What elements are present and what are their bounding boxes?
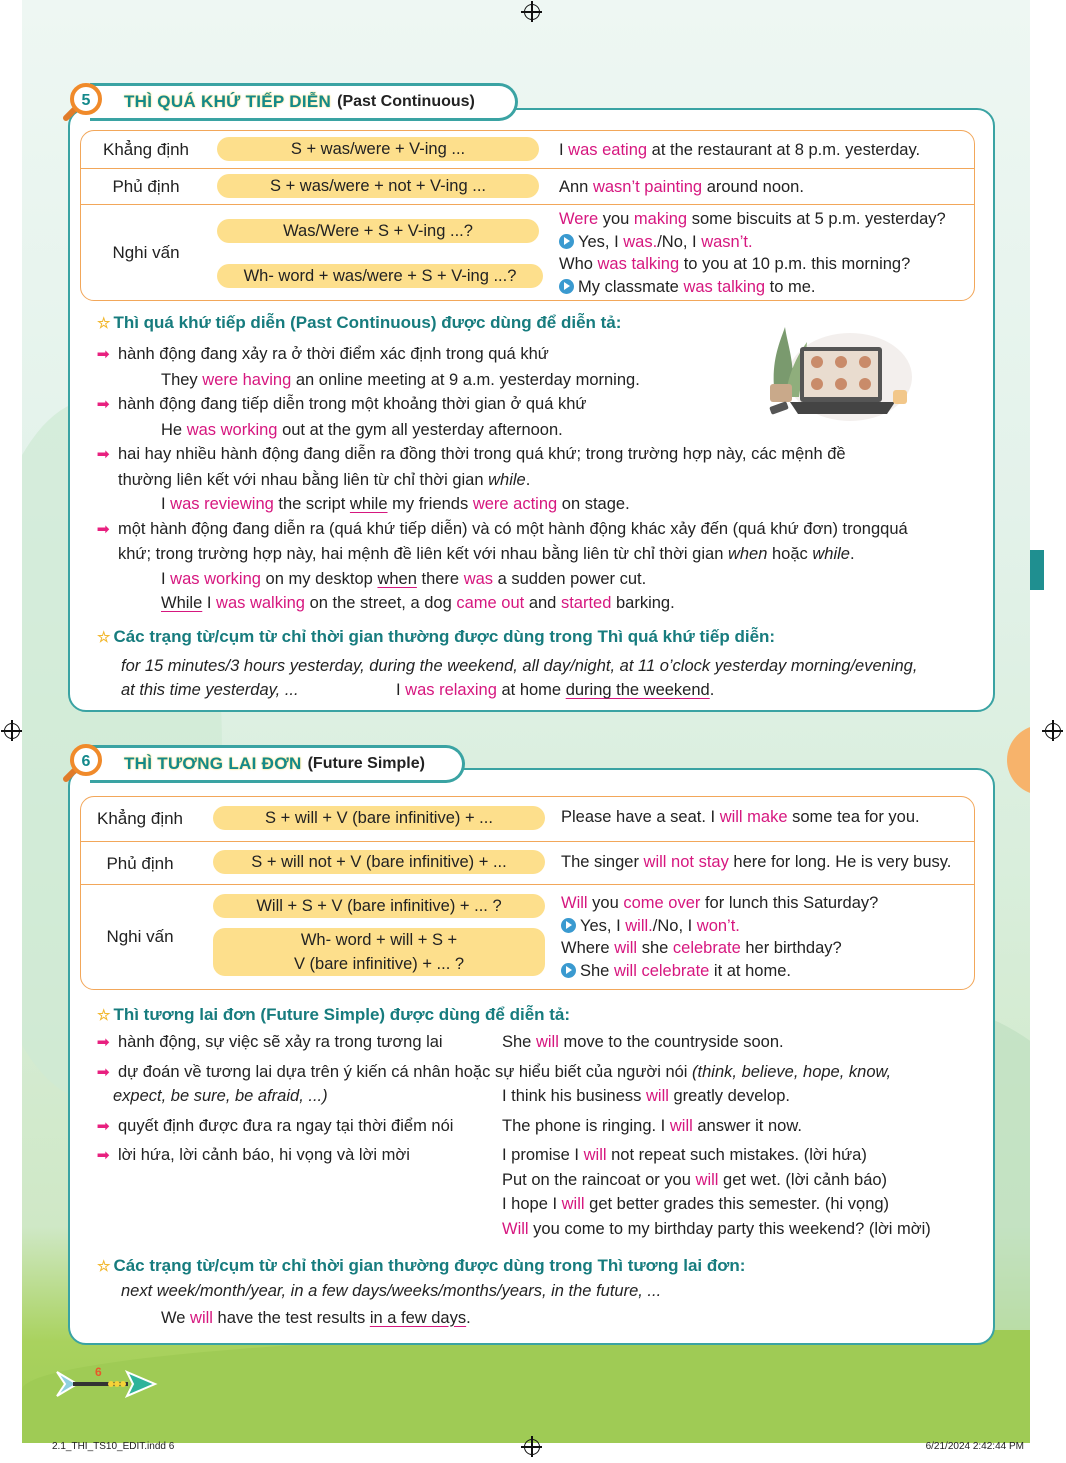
svg-text:6: 6 (81, 753, 91, 770)
highlighted-verb: will not stay (643, 853, 729, 871)
section-6-usage (97, 1003, 987, 1330)
formula-line: V (bare infinitive) + ... ? (293, 955, 465, 973)
text-segment: at this time yesterday, ... (121, 681, 299, 699)
text-segment: you (598, 210, 634, 228)
text-segment: hành động, sự việc sẽ xảy ra trong tương lai (118, 1033, 443, 1051)
text-segment: . (849, 545, 855, 563)
table-row-negative (81, 168, 974, 204)
highlighted-verb: was relaxing (405, 681, 497, 699)
registration-mark-icon (524, 1439, 540, 1455)
magnifier-number-icon (62, 82, 102, 122)
text-segment: while (812, 545, 850, 563)
usage-item-continued (113, 1087, 328, 1106)
registration-mark-icon (4, 723, 20, 739)
blue-answer-arrow-icon (559, 279, 574, 294)
highlighted-verb: wasn’t. (701, 232, 753, 251)
text-segment: lời hứa, lời cảnh báo, hi vọng và lời mời (118, 1146, 410, 1164)
text-segment: at home (496, 681, 566, 699)
star-icon: ☆ (97, 1007, 111, 1024)
formula-pill: Was/Were + S + V-ing ...? (217, 219, 539, 243)
highlighted-verb: started (560, 594, 612, 612)
text-segment: some tea for you. (787, 808, 920, 826)
underlined-connector: While (161, 594, 203, 612)
highlighted-verb: will celebrate (613, 961, 710, 980)
text-segment: quyết định được đưa ra ngay tại thời điểm nói (118, 1116, 454, 1135)
underlined-connector: when (377, 569, 417, 588)
highlighted-verb: celebrate (672, 939, 741, 957)
row-label: Phủ định (112, 177, 180, 196)
text-segment: to me. (765, 277, 816, 296)
table-row-affirmative (81, 797, 974, 841)
text-segment: around noon. (702, 178, 804, 196)
text-segment: an online meeting at 9 a.m. yesterday morning. (291, 370, 640, 389)
text-segment: here for long. He is very busy. (728, 853, 952, 871)
formula-pill: S + will not + V (bare infinitive) + ... (213, 850, 545, 874)
adverbs-list (97, 654, 917, 679)
text-segment: hành động đang xảy ra ở thời điểm xác định trong quá khứ (118, 345, 549, 363)
usage-item-continued (97, 542, 917, 567)
text-segment: dự đoán về tương lai dựa trên ý kiến cá nhân hoặc sự hiểu biết của người nói (118, 1062, 693, 1081)
text-segment: at the restaurant at 8 p.m. yesterday. (647, 141, 921, 159)
section-5-structure-table (80, 130, 975, 301)
text-segment: The phone is ringing. I (502, 1116, 670, 1135)
row-label: Nghi vấn (106, 927, 174, 946)
text-segment: on stage. (557, 495, 630, 513)
usage-item (118, 395, 586, 413)
text-segment: on the street, a dog (305, 594, 457, 612)
star-icon: ☆ (97, 315, 111, 332)
usage-example (97, 567, 917, 592)
text-segment: my friends (387, 495, 473, 513)
formula-pill (213, 928, 545, 976)
text-segment: hành động đang tiếp diễn trong một khoảng thời gian ở quá khứ (118, 395, 587, 413)
pink-arrow-bullet-icon: ➟ (97, 1063, 110, 1081)
text-segment: barking. (611, 594, 675, 612)
table-row-interrogative (81, 884, 974, 990)
pink-arrow-bullet-icon: ➟ (97, 1117, 110, 1135)
usage-item (118, 1063, 891, 1081)
example-answer (580, 962, 791, 980)
usage-example (502, 1146, 867, 1165)
usage-example (502, 1220, 931, 1239)
highlighted-verb: will (583, 1146, 607, 1164)
usage-item-continued (97, 468, 917, 493)
text-segment: next week/month/year, in a few days/weeks/months/years, in the future, ... (121, 1282, 662, 1300)
underlined-connector: in a few days (369, 1308, 467, 1327)
page-number: 6 (95, 1365, 102, 1379)
formula-pill: S + was/were + V-ing ... (217, 137, 539, 161)
example-sentence (559, 176, 804, 199)
text-segment: I think his business (502, 1087, 646, 1105)
text-segment: . (525, 470, 531, 489)
highlighted-verb: will (561, 1195, 585, 1213)
text-segment: /No, I (652, 916, 697, 935)
highlighted-verb: will (646, 1087, 669, 1105)
text-segment: to you at 10 p.m. this morning? (679, 255, 911, 273)
text-segment: Ann (559, 178, 593, 196)
highlighted-verb: will (535, 1033, 559, 1051)
highlighted-verb: wasn’t painting (592, 178, 703, 196)
usage-example (502, 1033, 784, 1052)
adverbs-heading: Các trạng từ/cụm từ chỉ thời gian thường được dùng trong Thì quá khứ tiếp diễn: (113, 626, 776, 646)
text-segment: greatly develop. (668, 1087, 790, 1105)
adverbs-example (97, 1306, 987, 1331)
section-5-title (90, 83, 518, 121)
highlighted-verb: was. (623, 232, 658, 251)
footer-datetime: 6/21/2024 2:42:44 PM (925, 1441, 1024, 1452)
formula-pill: Will + S + V (bare infinitive) + ... ? (213, 894, 545, 918)
pink-arrow-bullet-icon: ➟ (97, 346, 110, 363)
arrow-page-number-icon (55, 1364, 160, 1404)
highlighted-verb: will (614, 939, 638, 957)
text-segment: get wet. (lời cảnh báo) (718, 1170, 888, 1189)
blue-answer-arrow-icon (561, 963, 576, 978)
text-segment: hoặc (767, 545, 813, 563)
example-sentence (561, 892, 878, 915)
text-segment: thường liên kết với nhau bằng liên từ chỉ thời gian (118, 470, 489, 489)
example-answer (578, 233, 753, 251)
row-label: Khẳng định (96, 809, 184, 828)
usage-example (502, 1117, 802, 1136)
formula-line: Wh- word + will + S + (300, 931, 458, 949)
section-title-vi: THÌ TƯƠNG LAI ĐƠN (124, 754, 302, 773)
highlighted-verb: was eating (568, 141, 648, 159)
text-segment: They (161, 370, 203, 389)
example-group (561, 892, 878, 982)
svg-text:5: 5 (81, 92, 91, 109)
online-meeting-illustration (755, 322, 915, 422)
example-sentence (559, 208, 946, 231)
highlighted-verb: Will (561, 894, 588, 912)
text-segment: her birthday? (740, 939, 842, 957)
adverbs-heading: Các trạng từ/cụm từ chỉ thời gian thường được dùng trong Thì tương lai đơn: (113, 1256, 746, 1275)
text-segment: out at the gym all yesterday afternoon. (277, 420, 563, 439)
text-segment: khứ; trong trường hợp này, hai mệnh đề liên kết với nhau bằng liên từ chỉ thời gian (118, 545, 728, 563)
registration-mark-icon (1045, 723, 1061, 739)
usage-example (502, 1195, 889, 1214)
usage-heading: Thì quá khứ tiếp diễn (Past Continuous) được dùng để diễn tả: (113, 313, 622, 332)
highlighted-verb: was working (170, 569, 261, 588)
text-segment: The singer (561, 853, 644, 871)
text-segment: it at home. (709, 961, 791, 980)
row-label: Nghi vấn (112, 243, 180, 262)
text-segment: you come to my birthday party this weekend? (lời mời) (528, 1219, 931, 1238)
blue-answer-arrow-icon (561, 918, 576, 933)
text-segment: you (587, 894, 624, 912)
section-6-structure-table (80, 796, 975, 990)
pink-arrow-bullet-icon: ➟ (97, 1147, 110, 1164)
highlighted-verb: was walking (216, 594, 305, 612)
table-row-negative (81, 841, 974, 884)
text-segment: Where (561, 939, 615, 957)
highlighted-verb: making (633, 210, 688, 228)
adverbs-list (97, 1279, 987, 1304)
adverbs-example (396, 678, 714, 703)
text-segment: My classmate (578, 277, 684, 296)
example-sentence (561, 937, 878, 960)
table-row-affirmative (81, 131, 974, 168)
registration-mark-icon (524, 4, 540, 20)
text-segment: She (502, 1033, 536, 1051)
text-segment: have the test results (212, 1308, 370, 1327)
usage-example (502, 1087, 790, 1106)
usage-item (118, 520, 908, 538)
text-segment: answer it now. (692, 1116, 802, 1135)
pink-arrow-bullet-icon: ➟ (97, 446, 110, 463)
text-segment: and (524, 594, 561, 612)
usage-example (97, 492, 917, 517)
example-sentence (559, 253, 946, 276)
highlighted-verb: were acting (472, 495, 558, 513)
table-row-interrogative (81, 204, 974, 301)
usage-example (97, 591, 917, 616)
star-icon: ☆ (97, 628, 111, 646)
usage-item (118, 345, 549, 363)
blue-answer-arrow-icon (559, 234, 574, 249)
text-segment: I (161, 495, 171, 513)
text-segment: expect, be sure, be afraid, ...) (113, 1087, 328, 1105)
footer-file-name: 2.1_THI_TS10_EDIT.indd 6 (52, 1441, 175, 1452)
highlighted-verb: was talking (597, 255, 680, 273)
formula-pill: Wh- word + was/were + S + V-ing ...? (217, 264, 543, 288)
text-segment: He (161, 420, 187, 439)
example-sentence (561, 806, 920, 829)
usage-example (502, 1171, 887, 1190)
pink-arrow-bullet-icon: ➟ (97, 1034, 110, 1051)
pink-arrow-bullet-icon: ➟ (97, 520, 110, 538)
star-icon: ☆ (97, 1258, 111, 1275)
formula-pill: S + will + V (bare infinitive) + ... (213, 806, 545, 830)
usage-heading: Thì tương lai đơn (Future Simple) được dùng để diễn tả: (113, 1005, 571, 1024)
text-segment: get better grades this semester. (hi vọng) (584, 1195, 890, 1213)
usage-item (118, 1033, 443, 1051)
text-segment: I hope I (502, 1195, 562, 1213)
text-segment: I (161, 569, 171, 588)
text-segment: not repeat such mistakes. (lời hứa) (606, 1146, 867, 1164)
highlighted-verb: will (669, 1116, 693, 1135)
text-segment: hai hay nhiều hành động đang diễn ra đồng thời trong quá khứ; trong trường hợp này, các mệnh đề (118, 445, 846, 463)
section-6-title (90, 745, 465, 783)
example-group (559, 208, 946, 298)
text-segment: on my desktop (260, 569, 378, 588)
magnifier-number-icon (62, 743, 102, 783)
example-answer (580, 917, 740, 935)
highlighted-verb: won’t. (696, 916, 740, 935)
highlighted-verb: was working (186, 420, 278, 439)
text-segment: We (161, 1308, 191, 1327)
text-segment: for lunch this Saturday? (700, 894, 879, 912)
text-segment: the script (273, 495, 350, 513)
text-segment: Put on the raincoat or you (502, 1170, 696, 1189)
text-segment: I (559, 141, 569, 159)
text-segment: /No, I (657, 232, 702, 251)
text-segment: một hành động đang diễn ra (quá khứ tiếp diễn) và có một hành động khác xảy đến (quá khứ đơn) trongquá (118, 519, 908, 538)
highlighted-verb: was (463, 569, 494, 588)
text-segment: she (637, 939, 673, 957)
highlighted-verb: Will (502, 1219, 529, 1238)
text-segment: I promise I (502, 1146, 584, 1164)
text-segment: I (202, 594, 217, 612)
usage-item (118, 1117, 453, 1135)
text-segment: . (709, 681, 715, 699)
example-sentence (559, 139, 920, 162)
text-segment: I (396, 681, 406, 699)
highlighted-verb: will (695, 1170, 719, 1189)
example-sentence (561, 851, 951, 874)
highlighted-verb: will make (719, 808, 788, 826)
highlighted-verb: will. (625, 916, 653, 935)
text-segment: Please have a seat. I (561, 808, 720, 826)
underlined-connector: during the weekend (565, 681, 710, 699)
section-title-en: (Future Simple) (307, 755, 425, 772)
text-segment: Yes, I (580, 916, 626, 935)
text-segment: there (416, 569, 464, 588)
highlighted-verb: were having (202, 370, 292, 389)
usage-item (118, 1146, 410, 1164)
highlighted-verb: was reviewing (170, 495, 274, 513)
text-segment: Who (559, 255, 598, 273)
text-segment: for 15 minutes/3 hours yesterday, during the weekend, all day/night, at 11 o’clock yesterday morning/evening, (121, 656, 918, 675)
text-segment: some biscuits at 5 p.m. yesterday? (687, 210, 946, 228)
text-segment: while (488, 470, 526, 489)
adverbs-list (121, 681, 299, 699)
text-segment: when (727, 545, 768, 563)
highlighted-verb: came out (456, 594, 525, 612)
highlighted-verb: was talking (683, 277, 766, 296)
usage-item (118, 445, 846, 463)
section-title-en: (Past Continuous) (337, 93, 475, 110)
section-title-vi: THÌ QUÁ KHỨ TIẾP DIỄN (124, 92, 332, 111)
highlighted-verb: Were (559, 210, 599, 228)
example-answer (578, 278, 816, 296)
side-tab-marker (1030, 550, 1044, 590)
row-label: Khẳng định (102, 140, 190, 159)
pink-arrow-bullet-icon: ➟ (97, 396, 110, 413)
text-segment: move to the countryside soon. (558, 1033, 784, 1051)
highlighted-verb: come over (623, 894, 701, 912)
highlighted-verb: will (190, 1308, 213, 1327)
underlined-connector: while (349, 495, 388, 513)
text-segment: . (466, 1308, 471, 1327)
text-segment: Yes, I (578, 232, 624, 251)
row-label: Phủ định (106, 854, 174, 873)
formula-pill: S + was/were + not + V-ing ... (217, 174, 539, 198)
text-segment: a sudden power cut. (493, 569, 647, 588)
text-segment: (think, believe, hope, know, (692, 1062, 892, 1081)
sun-decoration (1007, 725, 1030, 795)
text-segment: She (580, 961, 614, 980)
